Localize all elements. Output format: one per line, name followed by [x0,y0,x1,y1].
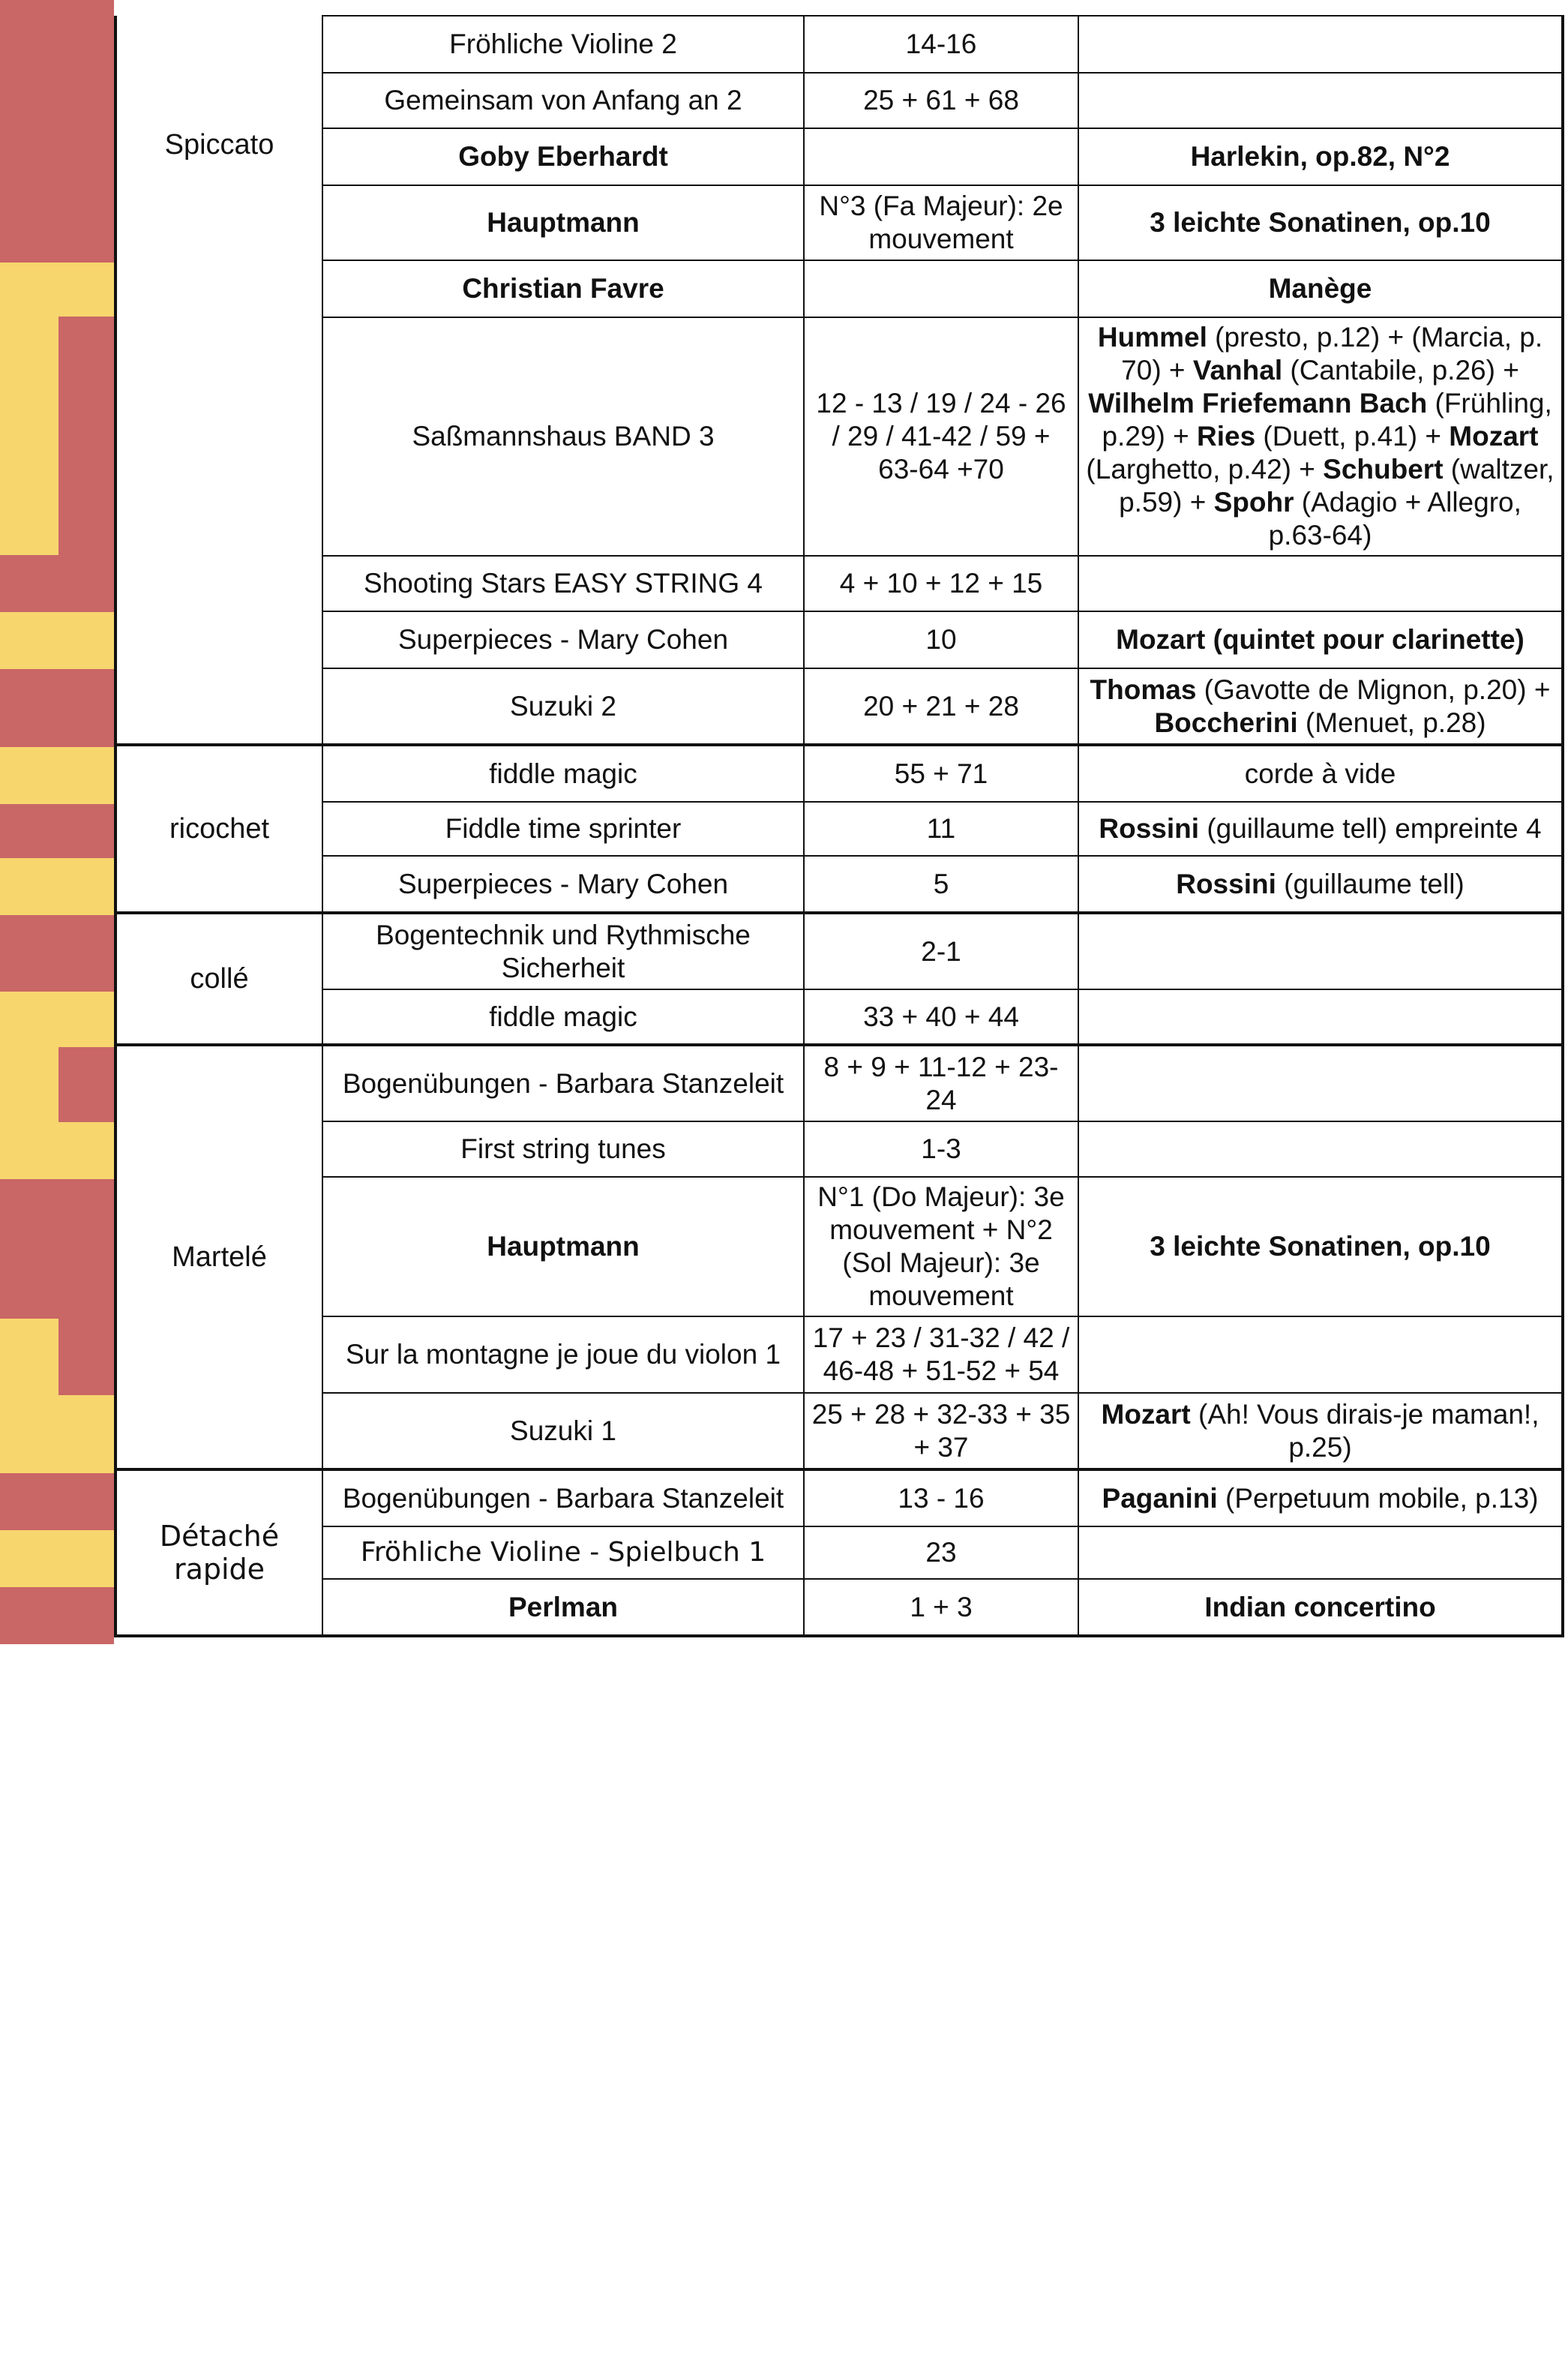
table-row [115,1526,1563,1579]
composer-name: Thomas [1090,674,1197,705]
pages-cell [804,128,1078,185]
table-row [115,1469,1563,1526]
stripe-block [0,1179,114,1319]
composer-name: Schubert [1323,454,1444,485]
piece-cell: Manège [1078,260,1563,317]
book-cell: Christian Favre [322,260,804,317]
color-stripe-decoration [0,0,114,1644]
piece-cell: Indian concertino [1078,1579,1563,1636]
book-cell: Bogentechnik und Rythmische Sicherheit [322,913,804,989]
category-detache: Détaché rapide [159,1520,280,1586]
pages-cell: 1-3 [804,1121,1078,1177]
table-row [115,1045,1563,1121]
stripe-block [0,0,114,263]
piece-cell [1078,16,1563,73]
stripe-block [58,317,114,555]
composer-name: Rossini [1099,813,1200,844]
category-cell [115,16,322,745]
piece-cell [1078,73,1563,128]
composer-name: Ries [1197,421,1256,452]
book-cell: Superpieces - Mary Cohen [322,856,804,913]
pages-cell: N°1 (Do Majeur): 3e mouvement + N°2 (Sol Majeur): 3e mouvement [804,1177,1078,1316]
book-cell: fiddle magic [322,989,804,1045]
pages-cell: 5 [804,856,1078,913]
pages-cell: 25 + 61 + 68 [804,73,1078,128]
book-cell: Goby Eberhardt [322,128,804,185]
composer-name: Spohr [1213,487,1294,518]
piece-cell [1078,1316,1563,1393]
book-cell: Hauptmann [322,185,804,260]
book-cell: Suzuki 2 [322,668,804,745]
category-martele: Martelé [172,1241,267,1273]
book-cell: Fröhliche Violine - Spielbuch 1 [322,1526,804,1579]
piece-rich-text: Mozart (Ah! Vous dirais-je maman!, p.25) [1101,1398,1540,1463]
composer-name: Hummel [1097,322,1207,353]
table-row [115,745,1563,802]
book-cell: Bogenübungen - Barbara Stanzeleit [322,1045,804,1121]
pages-cell: 12 - 13 / 19 / 24 - 26 / 29 / 41-42 / 59 + 63-64 +70 [804,317,1078,556]
pages-cell: 17 + 23 / 31-32 / 42 / 46-48 + 51-52 + 54 [804,1316,1078,1393]
book-cell: Gemeinsam von Anfang an 2 [322,73,804,128]
table-row [115,260,1563,317]
book-cell: Perlman [322,1579,804,1636]
table-row [115,1579,1563,1636]
piece-cell [1078,668,1563,745]
composer-name: Boccherini [1154,707,1298,738]
piece-cell: corde à vide [1078,745,1563,802]
piece-rich-text: Thomas (Gavotte de Mignon, p.20) + Boccherini (Menuet, p.28) [1090,674,1551,738]
piece-cell: Harlekin, op.82, N°2 [1078,128,1563,185]
composer-name: Wilhelm Friefemann Bach [1088,388,1428,419]
table-row [115,556,1563,611]
stripe-block [0,1473,114,1530]
table-row [115,989,1563,1045]
category-colle: collé [190,963,249,995]
piece-rich-text: Rossini (guillaume tell) [1176,868,1465,899]
pages-cell: 11 [804,802,1078,856]
stripe-block [0,747,114,804]
piece-cell: Mozart (quintet pour clarinette) [1078,611,1563,668]
piece-cell: 3 leichte Sonatinen, op.10 [1078,185,1563,260]
piece-cell [1078,856,1563,913]
piece-cell [1078,1045,1563,1121]
table-row [115,73,1563,128]
table-row [115,802,1563,856]
pages-cell: 8 + 9 + 11-12 + 23-24 [804,1045,1078,1121]
piece-cell [1078,1526,1563,1579]
piece-cell [1078,802,1563,856]
piece-cell [1078,989,1563,1045]
table-row [115,16,1563,73]
book-cell: Sur la montagne je joue du violon 1 [322,1316,804,1393]
table-row [115,668,1563,745]
pages-cell: 4 + 10 + 12 + 15 [804,556,1078,611]
table-row [115,1316,1563,1393]
pages-cell: 20 + 21 + 28 [804,668,1078,745]
table-row [115,317,1563,556]
book-cell: First string tunes [322,1121,804,1177]
table-row [115,1121,1563,1177]
piece-cell [1078,1121,1563,1177]
book-cell: Hauptmann [322,1177,804,1316]
repertoire-table [114,15,1564,1637]
pages-cell: 1 + 3 [804,1579,1078,1636]
table-row [115,128,1563,185]
book-cell: Suzuki 1 [322,1393,804,1469]
pages-cell: 10 [804,611,1078,668]
composer-name: Rossini [1176,868,1276,899]
category-cell [115,913,322,1045]
piece-rich-text: Paganini (Perpetuum mobile, p.13) [1102,1482,1539,1514]
stripe-block [0,1530,114,1587]
piece-cell [1078,1393,1563,1469]
category-cell [115,1045,322,1469]
stripe-block [0,612,114,669]
book-cell: Shooting Stars EASY STRING 4 [322,556,804,611]
composer-name: Mozart [1449,421,1539,452]
book-cell: Fiddle time sprinter [322,802,804,856]
book-cell: Bogenübungen - Barbara Stanzeleit [322,1469,804,1526]
piece-cell [1078,913,1563,989]
book-cell: Fröhliche Violine 2 [322,16,804,73]
stripe-block [0,555,114,612]
pages-cell [804,260,1078,317]
piece-cell [1078,317,1563,556]
table-row [115,1393,1563,1469]
pages-cell: N°3 (Fa Majeur): 2e mouvement [804,185,1078,260]
composer-name: Mozart [1101,1398,1191,1430]
book-cell: Saßmannshaus BAND 3 [322,317,804,556]
pages-cell: 2-1 [804,913,1078,989]
pages-cell: 55 + 71 [804,745,1078,802]
category-ricochet: ricochet [169,813,270,845]
stripe-block [58,1047,114,1122]
pages-cell: 14-16 [804,16,1078,73]
book-cell: fiddle magic [322,745,804,802]
stripe-block [0,858,114,915]
piece-cell [1078,1469,1563,1526]
piece-cell: 3 leichte Sonatinen, op.10 [1078,1177,1563,1316]
table-row [115,856,1563,913]
category-cell [115,745,322,913]
pages-cell: 33 + 40 + 44 [804,989,1078,1045]
table-row [115,611,1563,668]
piece-cell [1078,556,1563,611]
pages-cell: 13 - 16 [804,1469,1078,1526]
piece-rich-text: Hummel (presto, p.12) + (Marcia, p. 70) + Vanhal (Cantabile, p.26) + Wilhelm Friefemann Bach (Frühling, p.29) + Ries (Duett, p.41) + Mozart (Larghetto, p.42) + Schubert (waltzer, p.59) + Spohr (Adagio + Allegro, p.63-64) [1086,322,1555,551]
stripe-block [0,915,114,992]
pages-cell: 25 + 28 + 32-33 + 35 + 37 [804,1393,1078,1469]
table-row [115,1177,1563,1316]
stripe-block [58,1319,114,1395]
composer-name: Paganini [1102,1482,1218,1514]
category-cell [115,1469,322,1636]
stripe-block [0,669,114,747]
piece-rich-text: Rossini (guillaume tell) empreinte 4 [1099,813,1542,844]
table-row [115,913,1563,989]
stripe-block [0,1587,114,1644]
table-row [115,185,1563,260]
stripe-block [0,804,114,858]
category-spiccato: Spiccato [164,129,274,161]
composer-name: Vanhal [1192,355,1283,386]
book-cell: Superpieces - Mary Cohen [322,611,804,668]
pages-cell: 23 [804,1526,1078,1579]
